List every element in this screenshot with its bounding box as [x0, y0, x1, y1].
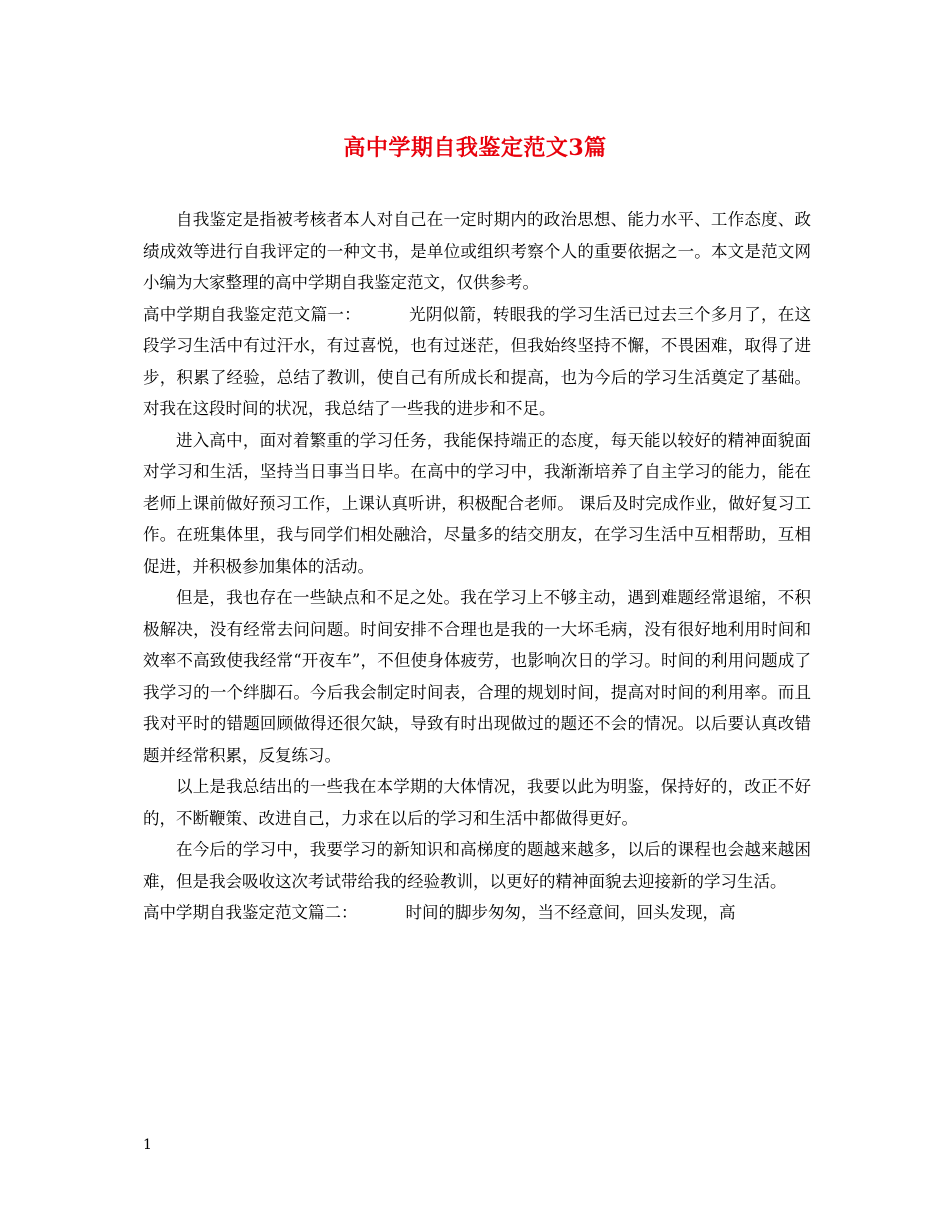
document-body: [143, 204, 811, 929]
paragraph-study-attitude: 进入高中，面对着繁重的学习任务，我能保持端正的态度，每天能以较好的精神面貌面对学习和生活，坚持当日事当日毕。在高中的学习中，我渐渐培养了自主学习的能力，能在老师上课前做好预习工作，上课认真听讲，积极配合老师。 课后及时完成作业，做好复习工作。在班集体里，我与同学们相处融洽，尽量多的结交朋友，在学习生活中互相帮助，互相促进，并积极参加集体的活动。: [143, 430, 811, 576]
intro-paragraph: 自我鉴定是指被考核者本人对自己在一定时期内的政治思想、能力水平、工作态度、政绩成效等进行自我评定的一种文书，是单位或组织考察个人的重要依据之一。本文是范文网小编为大家整理的高中学期自我鉴定范文，仅供参考。: [143, 210, 811, 292]
page-number: 1: [143, 1137, 152, 1153]
section-one-text: 光阴似箭，转眼我的学习生活已过去三个多月了，在这段学习生活中有过汗水，有过喜悦，也有过迷茫，但我始终坚持不懈，不畏困难，取得了进步，积累了经验，总结了教训，使自己有所成长和提高，也为今后的学习生活奠定了基础。对我在这段时间的状况，我总结了一些我的进步和不足。: [143, 304, 812, 418]
section-two-heading: 高中学期自我鉴定范文篇二：: [143, 903, 358, 922]
section-two-paragraph: [143, 897, 811, 929]
paragraph-shortcomings: 但是，我也存在一些缺点和不足之处。我在学习上不够主动，遇到难题经常退缩，不积极解决，没有经常去问问题。时间安排不合理也是我的一大坏毛病，没有很好地利用时间和效率不高致使我经常“开夜车”，不但使身体疲劳，也影响次日的学习。时间的利用问题成了我学习的一个绊脚石。今后我会制定时间表，合理的规划时间，提高对时间的利用率。而且我对平时的错题回顾做得还很欠缺，导致有时出现做过的题还不会的情况。以后要认真改错题并经常积累，反复练习。: [143, 588, 811, 765]
paragraph-summary: 以上是我总结出的一些我在本学期的大体情况，我要以此为明鉴，保持好的，改正不好的，不断鞭策、改进自己，力求在以后的学习和生活中都做得更好。: [143, 777, 811, 828]
section-one-heading: 高中学期自我鉴定范文篇一：: [143, 304, 361, 324]
section-one-paragraph: [143, 299, 811, 425]
paragraph-future: 在今后的学习中，我要学习的新知识和高梯度的题越来越多，以后的课程也会越来越困难，但是我会吸收这次考试带给我的经验教训，以更好的精神面貌去迎接新的学习生活。: [143, 840, 811, 891]
document-title: 高中学期自我鉴定范文3篇: [343, 135, 607, 161]
section-two-text: 时间的脚步匆匆，当不经意间，回头发现，高: [405, 903, 736, 922]
